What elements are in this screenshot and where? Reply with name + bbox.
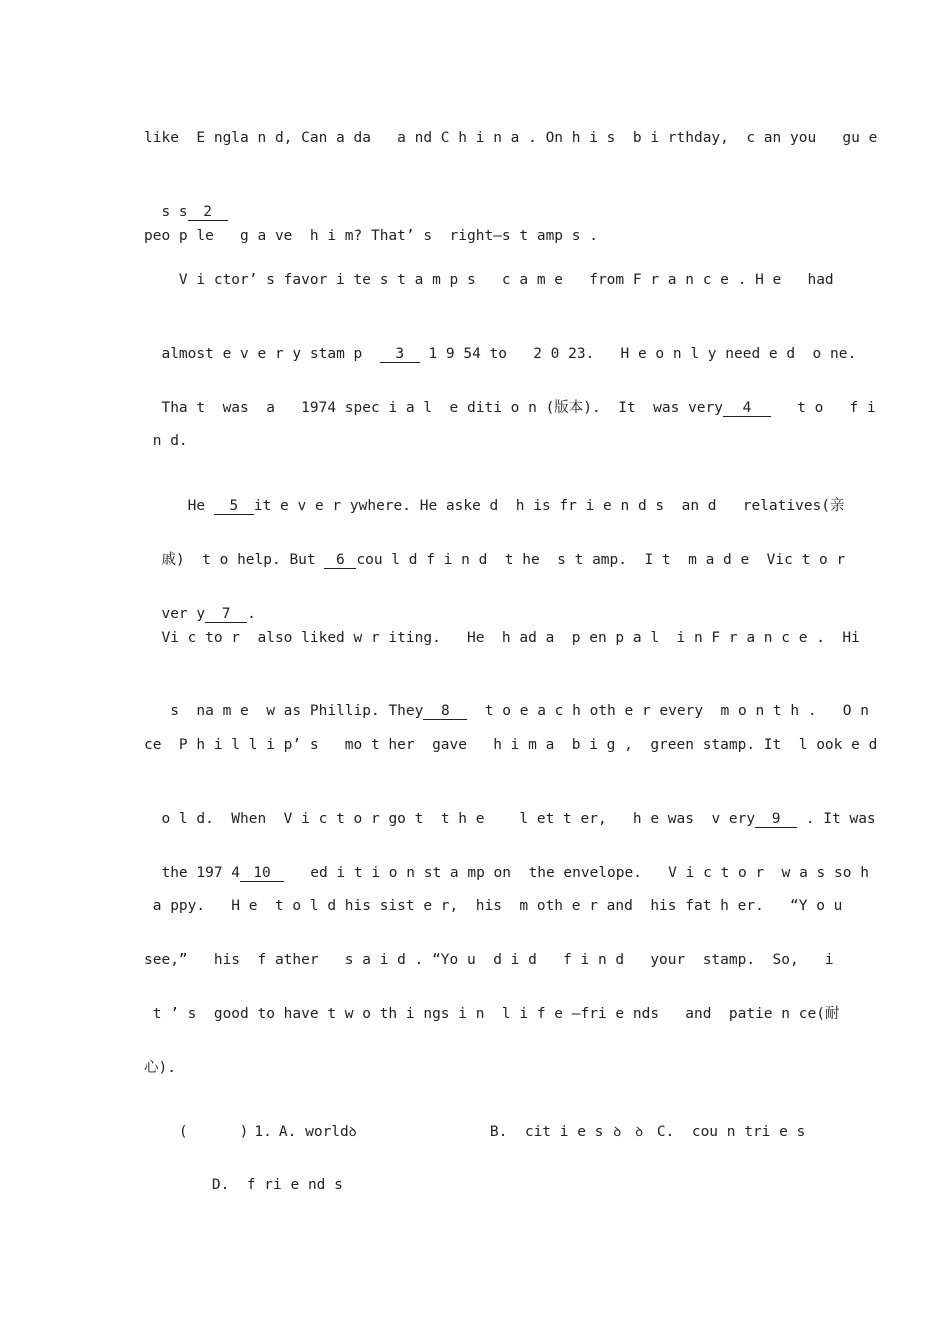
drop-glyph-icon: ꝺ xyxy=(613,1125,622,1140)
line-text: He xyxy=(161,498,214,514)
line-text: cou l d f i n d t he s t amp. I t m a d e Vic t o r xyxy=(356,552,846,568)
passage-line-9 xyxy=(144,530,845,570)
passage-line-14 xyxy=(144,789,876,829)
line-text: 1 9 54 to 2 0 23. H e o n l y need e d o ne. xyxy=(419,346,857,362)
passage-line-8 xyxy=(144,476,845,516)
blank-8: 8 xyxy=(423,703,467,720)
blank-3: 3 xyxy=(380,346,420,363)
passage-line-2 xyxy=(144,182,228,222)
passage-line-3: peo p le g a ve h i m? That’ s right—s t amp s . xyxy=(144,228,598,244)
option-d-text: D. f ri e nd s xyxy=(211,1177,343,1193)
passage-line-18: t ’ s good to have t w o th i ngs i n l i f e —fri e nds and patie n ce(耐 xyxy=(144,1006,840,1022)
option-c-text: C. cou n tri e s xyxy=(656,1124,806,1140)
line-text: s s xyxy=(161,204,188,220)
passage-line-15 xyxy=(144,843,869,883)
option-a-text: A. world xyxy=(278,1124,349,1140)
passage-line-12 xyxy=(144,681,869,721)
line-text: t o e a c h oth e r every m o n t h . O n xyxy=(467,703,869,719)
line-text: . xyxy=(247,606,256,622)
passage-line-19: 心). xyxy=(144,1060,176,1076)
blank-5: 5 xyxy=(214,498,254,515)
passage-line-1: like E ngla n d, Can a da a nd C h i n a . On h i s b i rthday, c an you gu e xyxy=(144,130,878,146)
option-a[interactable] xyxy=(244,1102,357,1163)
drop-glyph-icon: ꝺ xyxy=(348,1125,357,1140)
line-text: ver y xyxy=(161,606,206,622)
line-text: it e v e r ywhere. He aske d h is fr i e n d s an d relatives(亲 xyxy=(253,498,845,514)
answer-bracket-open: ( xyxy=(178,1124,188,1140)
option-b-text: B. cit i e s xyxy=(489,1124,604,1140)
passage-line-16: a ppy. H e t o l d his sist e r, his m oth e r and his fat h er. “Y o u xyxy=(144,898,843,914)
line-text: 戚) t o help. But xyxy=(161,552,325,568)
option-d[interactable] xyxy=(177,1155,343,1215)
line-text: o l d. When V i c t o r go t t h e l et t er, h e was v ery xyxy=(161,811,756,827)
answer-bracket-close: ) xyxy=(239,1124,249,1140)
line-text: s na m e w as Phillip. They xyxy=(161,703,424,719)
option-b[interactable] xyxy=(455,1102,643,1163)
line-text: almost e v e r y stam p xyxy=(161,346,380,362)
blank-10: 10 xyxy=(240,865,284,882)
blank-9: 9 xyxy=(755,811,797,828)
passage-line-13: ce P h i l l i p’ s mo t her gave h i m a b i g , green stamp. It l ook e d xyxy=(144,737,878,753)
drop-glyph-icon: ꝺ xyxy=(635,1125,644,1140)
option-c[interactable] xyxy=(622,1102,805,1162)
blank-7: 7 xyxy=(205,606,247,623)
passage-line-6 xyxy=(144,378,876,418)
line-text: . It was xyxy=(797,811,876,827)
blank-6: 6 xyxy=(324,552,356,569)
passage-line-7: n d. xyxy=(144,433,188,449)
line-text: the 197 4 xyxy=(161,865,241,881)
passage-line-11: Vi c to r also liked w r iting. He h ad a p en p a l i n F r a n c e . Hi xyxy=(144,630,860,646)
passage-line-17: see,” his f ather s a i d . “Yo u d i d f i n d your stamp. So, i xyxy=(144,952,834,968)
line-text: Tha t was a 1974 spec i a l e diti o n (版本). It was very xyxy=(161,400,723,416)
line-text: t o f i xyxy=(770,400,876,416)
question-number: 1. xyxy=(254,1124,272,1140)
passage-line-5 xyxy=(144,324,856,364)
passage-line-10 xyxy=(144,584,256,624)
passage-line-4: V i ctor’ s favor i te s t a m p s c a m e from F r a n c e . H e had xyxy=(144,272,834,288)
blank-4: 4 xyxy=(723,400,771,417)
blank-2: 2 xyxy=(188,204,228,221)
line-text: ed i t i o n st a mp on the envelope. V i c t o r w a s so h xyxy=(284,865,869,881)
